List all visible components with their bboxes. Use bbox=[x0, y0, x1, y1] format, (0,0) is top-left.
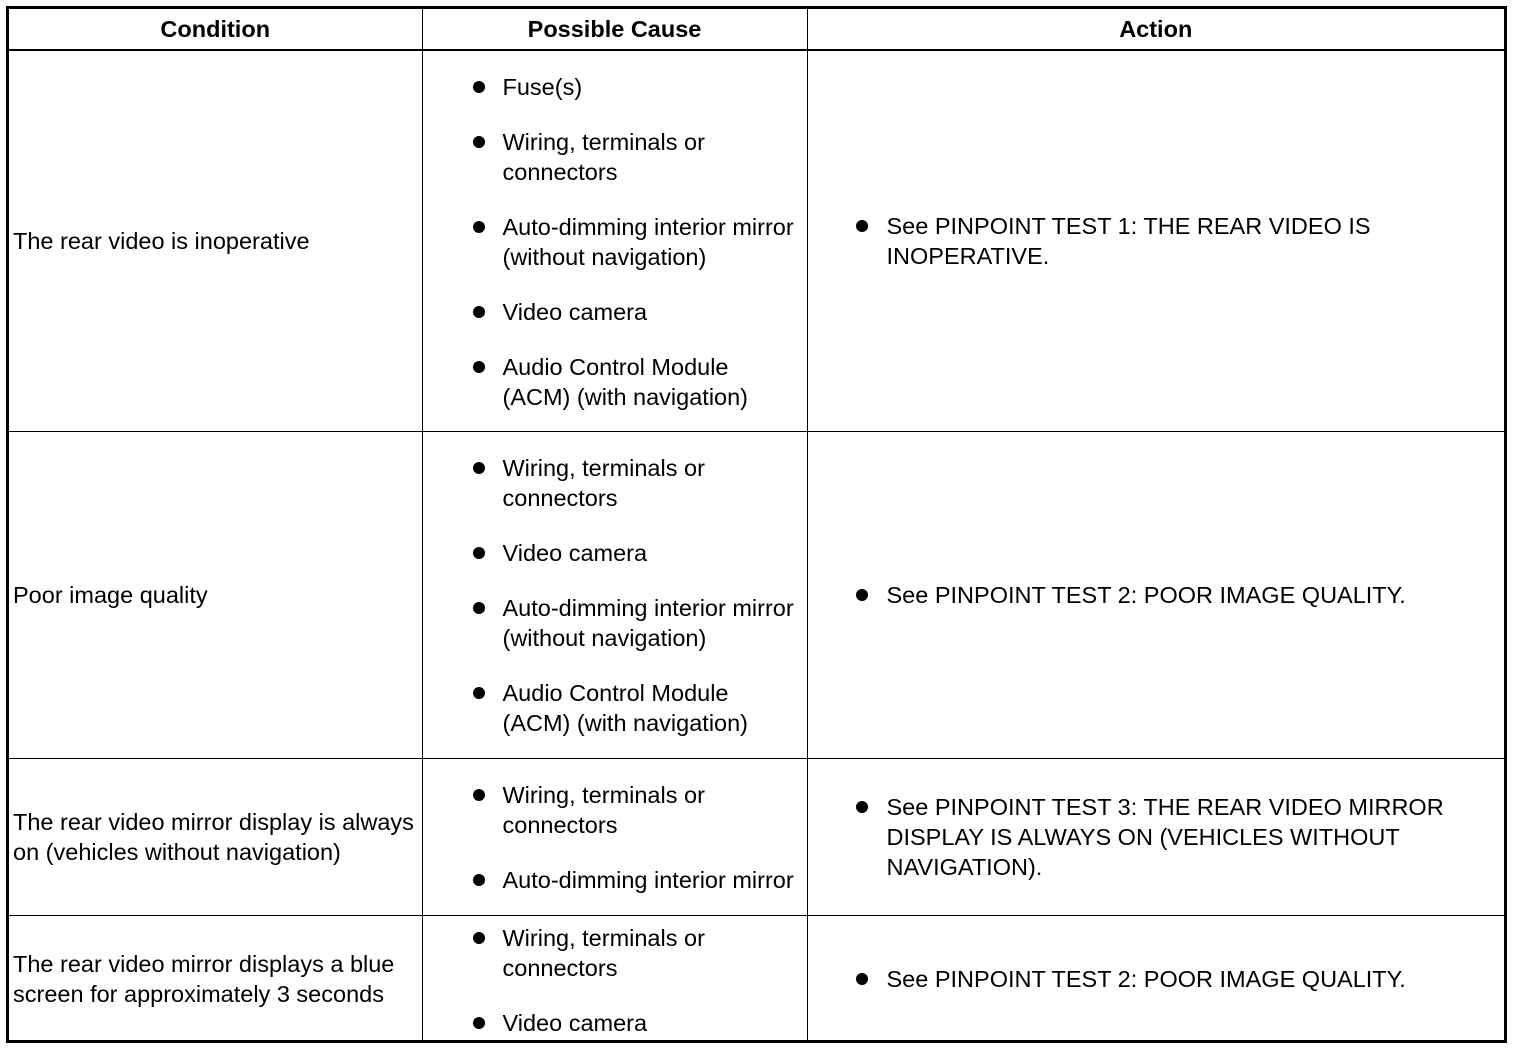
bullet-icon bbox=[473, 136, 485, 148]
action-text: See PINPOINT TEST 2: POOR IMAGE QUALITY. bbox=[886, 581, 1406, 608]
table-row bbox=[9, 50, 1504, 431]
cause-text: Auto-dimming interior mirror (without navigation) bbox=[502, 595, 794, 651]
cause-item bbox=[423, 678, 807, 738]
cause-list bbox=[423, 66, 807, 416]
cause-cell bbox=[422, 758, 807, 915]
bullet-icon bbox=[473, 361, 485, 373]
action-cell bbox=[807, 915, 1504, 1043]
action-cell bbox=[807, 758, 1504, 915]
bullet-icon bbox=[856, 973, 868, 985]
cause-text: Auto-dimming interior mirror bbox=[502, 867, 794, 893]
symptom-chart bbox=[9, 9, 1504, 1043]
cause-list bbox=[423, 447, 807, 742]
cause-item bbox=[423, 352, 807, 412]
action-item bbox=[808, 792, 1505, 882]
bullet-icon bbox=[473, 602, 485, 614]
header-action: Action bbox=[807, 9, 1504, 50]
cause-cell bbox=[422, 915, 807, 1043]
action-text: See PINPOINT TEST 1: THE REAR VIDEO IS INOPERATIVE. bbox=[886, 212, 1371, 269]
cause-item bbox=[423, 453, 807, 513]
cause-item bbox=[423, 72, 807, 102]
bullet-icon bbox=[473, 1017, 485, 1029]
cause-item bbox=[423, 1008, 807, 1038]
condition-cell: The rear video is inoperative bbox=[9, 50, 422, 431]
cause-text: Fuse(s) bbox=[502, 73, 583, 100]
bullet-icon bbox=[473, 221, 485, 233]
bullet-icon bbox=[473, 462, 485, 474]
bullet-icon bbox=[473, 547, 485, 559]
header-condition: Condition bbox=[9, 9, 422, 50]
bullet-icon bbox=[473, 932, 485, 944]
cause-item bbox=[423, 297, 807, 327]
action-list bbox=[808, 211, 1505, 271]
bullet-icon bbox=[473, 306, 485, 318]
cause-cell bbox=[422, 431, 807, 758]
action-text: See PINPOINT TEST 3: THE REAR VIDEO MIRROR DISPLAY IS ALWAYS ON (VEHICLES WITHOUT NAVIGATION). bbox=[886, 793, 1444, 880]
cause-text: Wiring, terminals or connectors bbox=[502, 782, 705, 838]
header-row bbox=[9, 9, 1504, 50]
table-row bbox=[9, 758, 1504, 915]
cause-text: Auto-dimming interior mirror (without navigation) bbox=[502, 213, 794, 270]
cause-item bbox=[423, 538, 807, 568]
cause-item bbox=[423, 593, 807, 653]
action-cell bbox=[807, 50, 1504, 431]
bullet-icon bbox=[473, 81, 485, 93]
header-possible-cause: Possible Cause bbox=[422, 9, 807, 50]
cause-item bbox=[423, 127, 807, 187]
bullet-icon bbox=[473, 687, 485, 699]
cause-text: Wiring, terminals or connectors bbox=[502, 455, 705, 511]
cause-text: Audio Control Module (ACM) (with navigation) bbox=[502, 680, 749, 736]
condition-cell: The rear video mirror display is always on (vehicles without navigation) bbox=[9, 758, 422, 915]
action-item bbox=[808, 964, 1505, 994]
action-list bbox=[808, 580, 1505, 610]
bullet-icon bbox=[473, 789, 485, 801]
cause-text: Audio Control Module (ACM) (with navigation) bbox=[502, 353, 749, 410]
cause-cell bbox=[422, 50, 807, 431]
cause-text: Wiring, terminals or connectors bbox=[502, 128, 705, 185]
cause-item bbox=[423, 923, 807, 983]
condition-cell: Poor image quality bbox=[9, 431, 422, 758]
bullet-icon bbox=[473, 874, 485, 886]
bullet-icon bbox=[856, 220, 868, 232]
cause-list bbox=[423, 774, 807, 899]
cause-text: Wiring, terminals or connectors bbox=[502, 924, 705, 981]
cause-text: Video camera bbox=[502, 540, 648, 566]
condition-cell: The rear video mirror displays a blue screen for approximately 3 seconds bbox=[9, 915, 422, 1043]
action-list bbox=[808, 792, 1505, 882]
bullet-icon bbox=[856, 589, 868, 601]
bullet-icon bbox=[856, 801, 868, 813]
cause-item bbox=[423, 212, 807, 272]
action-list bbox=[808, 964, 1505, 994]
cause-text: Video camera bbox=[502, 1009, 648, 1036]
table-row bbox=[9, 431, 1504, 758]
cause-text: Video camera bbox=[502, 298, 648, 325]
action-text: See PINPOINT TEST 2: POOR IMAGE QUALITY. bbox=[886, 966, 1406, 993]
cause-item bbox=[423, 780, 807, 840]
diagnostic-table bbox=[6, 6, 1507, 1043]
cause-item bbox=[423, 865, 807, 895]
action-cell bbox=[807, 431, 1504, 758]
action-item bbox=[808, 580, 1505, 610]
action-item bbox=[808, 211, 1505, 271]
table-row bbox=[9, 915, 1504, 1043]
cause-list bbox=[423, 917, 807, 1042]
